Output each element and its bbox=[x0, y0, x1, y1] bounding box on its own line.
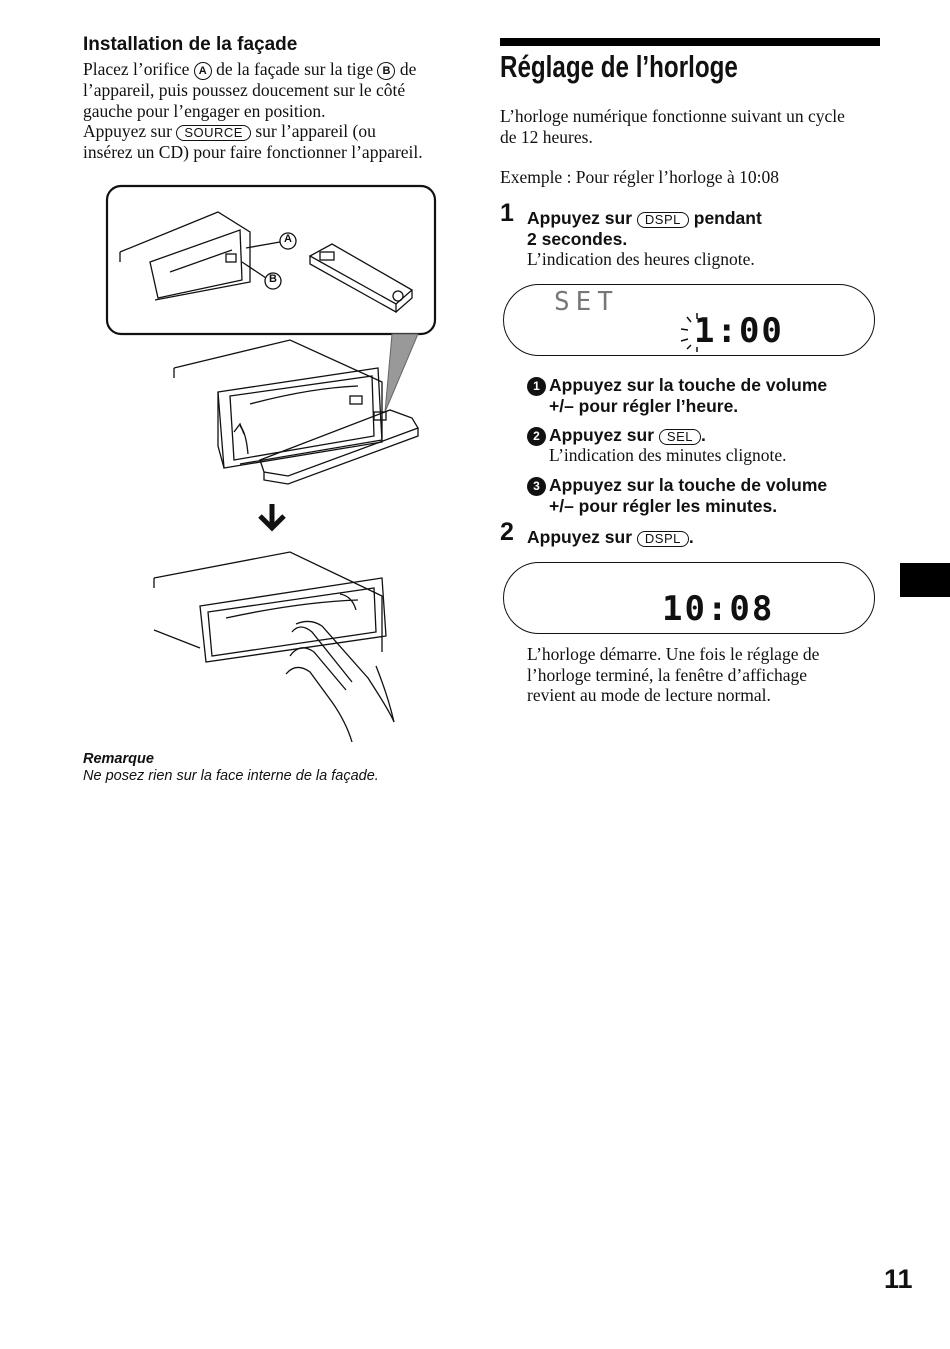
intro-paragraph: L’horloge numérique fonctionne suivant un cycle de 12 heures. bbox=[500, 106, 845, 147]
substep-1-bullet: 1 bbox=[527, 377, 546, 396]
substep-3-bullet: 3 bbox=[527, 477, 546, 496]
leader-a bbox=[246, 242, 280, 248]
section-title-installation: Installation de la façade bbox=[83, 34, 298, 55]
substep-3: 3 Appuyez sur la touche de volume +/– pour régler les minutes. bbox=[527, 475, 827, 517]
title-rule bbox=[500, 38, 880, 46]
hand-push-drawing bbox=[154, 552, 394, 742]
dspl-button: DSPL bbox=[637, 212, 689, 228]
figure-label-a: A bbox=[284, 233, 292, 245]
step-1-number: 1 bbox=[500, 199, 514, 227]
lcd-set-text: SET bbox=[554, 287, 619, 317]
sel-button: SEL bbox=[659, 429, 701, 445]
blink-indicator-icon bbox=[679, 311, 705, 353]
note-text: Ne posez rien sur la face interne de la façade. bbox=[83, 768, 379, 784]
page-number: 11 bbox=[884, 1264, 913, 1294]
substep-2-description: L’indication des minutes clignote. bbox=[549, 445, 787, 465]
lcd-clock-time: 10:08 bbox=[662, 589, 775, 629]
lcd-display-clock bbox=[503, 562, 875, 634]
lcd-time-blinking: 1:00 bbox=[694, 311, 784, 351]
substep-1: 1 Appuyez sur la touche de volume +/– pour régler l’heure. bbox=[527, 375, 827, 417]
example-text: Exemple : Pour régler l’horloge à 10:08 bbox=[500, 167, 779, 187]
badge-b: B bbox=[377, 62, 395, 80]
substep-2-bullet: 2 bbox=[527, 427, 546, 446]
lcd-display-set bbox=[503, 284, 875, 356]
faceplate-detail-drawing bbox=[310, 244, 412, 312]
dspl-button-2: DSPL bbox=[637, 531, 689, 547]
final-paragraph: L’horloge démarre. Une fois le réglage de l’horloge terminé, la fenêtre d’affichage revient au mode de lecture normal. bbox=[527, 644, 820, 705]
step-1-description: L’indication des heures clignote. bbox=[527, 249, 755, 269]
substep-2: 2 Appuyez sur SEL . bbox=[527, 425, 706, 446]
down-arrow-icon bbox=[260, 504, 284, 528]
installation-paragraph: Placez l’orifice A de la façade sur la tige B de l’appareil, puis poussez doucement sur le côté gauche pour l’engager en position. Appuyez sur SOURCE sur l’appareil (ou insérez un CD) pour faire fonctionner l’appareil. bbox=[83, 59, 423, 162]
page-title: Réglage de l’horloge bbox=[500, 49, 738, 84]
unit-attach-drawing bbox=[174, 340, 418, 484]
badge-a: A bbox=[194, 62, 212, 80]
step-1-instruction: Appuyez sur DSPL pendant 2 secondes. bbox=[527, 208, 762, 249]
note-title: Remarque bbox=[83, 751, 154, 767]
section-side-tab bbox=[900, 563, 950, 597]
source-button: SOURCE bbox=[176, 125, 251, 141]
faceplate-installation-illustration bbox=[100, 182, 445, 747]
step-2-instruction: Appuyez sur DSPL . bbox=[527, 527, 694, 547]
step-2-number: 2 bbox=[500, 518, 514, 546]
figure-label-b: B bbox=[269, 273, 277, 285]
leader-b bbox=[242, 262, 266, 278]
callout-pointer bbox=[385, 334, 418, 412]
unit-detail-drawing bbox=[120, 212, 250, 300]
